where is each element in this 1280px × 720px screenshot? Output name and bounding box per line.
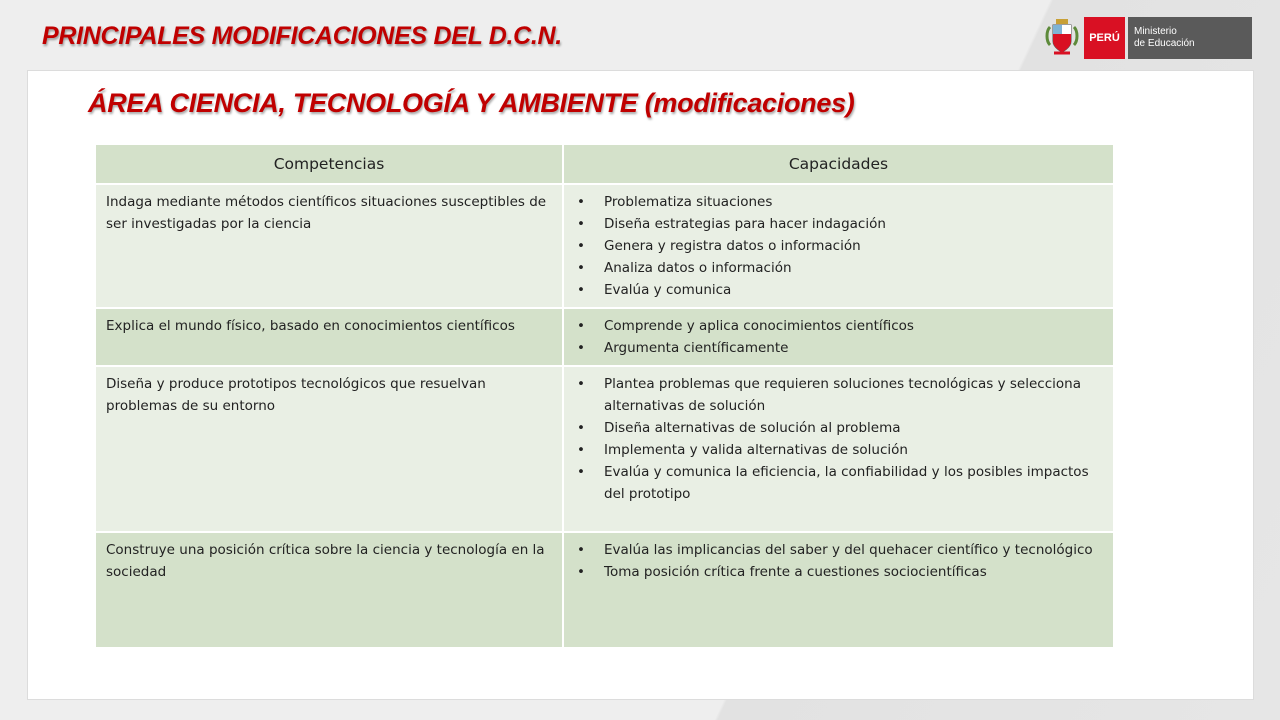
- list-item: • Problematiza situaciones: [604, 191, 1103, 213]
- table-row: [95, 366, 1114, 532]
- list-item: • Analiza datos o información: [604, 257, 1103, 279]
- table-row: [95, 184, 1114, 308]
- page-title: PRINCIPALES MODIFICACIONES DEL D.C.N.: [42, 22, 562, 50]
- list-item: • Evalúa y comunica la eficiencia, la confiabilidad y los posibles impactos del prototipo: [604, 461, 1103, 505]
- capacidades-cell: [563, 184, 1114, 308]
- peru-coat-of-arms-icon: [1044, 17, 1080, 59]
- ministry-line-2: de Educación: [1134, 38, 1195, 49]
- list-item: • Toma posición crítica frente a cuestiones sociocientíficas: [604, 561, 1103, 583]
- list-item: • Plantea problemas que requieren soluciones tecnológicas y selecciona alternativas de solución: [604, 373, 1103, 417]
- list-item: • Diseña alternativas de solución al problema: [604, 417, 1103, 439]
- table-row: [95, 308, 1114, 366]
- capacidades-list: [574, 315, 1103, 359]
- list-item: • Genera y registra datos o información: [604, 235, 1103, 257]
- capacidades-cell: [563, 366, 1114, 532]
- competencia-cell: Diseña y produce prototipos tecnológicos que resuelvan problemas de su entorno: [95, 366, 563, 532]
- header-capacidades: Capacidades: [563, 144, 1114, 184]
- ministry-line-1: Ministerio: [1134, 26, 1177, 37]
- list-item: • Argumenta científicamente: [604, 337, 1103, 359]
- capacidades-cell: [563, 308, 1114, 366]
- capacidades-list: [574, 539, 1103, 583]
- competencia-cell: Construye una posición crítica sobre la ciencia y tecnología en la sociedad: [95, 532, 563, 648]
- list-item: • Diseña estrategias para hacer indagación: [604, 213, 1103, 235]
- country-label: PERÚ: [1084, 17, 1125, 59]
- competencia-cell: Indaga mediante métodos científicos situaciones susceptibles de ser investigadas por la ciencia: [95, 184, 563, 308]
- competencias-table: [94, 143, 1115, 649]
- capacidades-list: [574, 373, 1103, 505]
- section-title: ÁREA CIENCIA, TECNOLOGÍA Y AMBIENTE (modificaciones): [88, 88, 855, 118]
- header-competencias: Competencias: [95, 144, 563, 184]
- capacidades-cell: [563, 532, 1114, 648]
- table-row: [95, 532, 1114, 648]
- list-item: • Implementa y valida alternativas de solución: [604, 439, 1103, 461]
- list-item: • Comprende y aplica conocimientos científicos: [604, 315, 1103, 337]
- list-item: • Evalúa las implicancias del saber y del quehacer científico y tecnológico: [604, 539, 1103, 561]
- competencia-cell: Explica el mundo físico, basado en conocimientos científicos: [95, 308, 563, 366]
- capacidades-list: [574, 191, 1103, 301]
- ministry-label: [1128, 17, 1252, 59]
- ministry-logo: [1044, 17, 1252, 59]
- table-header-row: [95, 144, 1114, 184]
- list-item: • Evalúa y comunica: [604, 279, 1103, 301]
